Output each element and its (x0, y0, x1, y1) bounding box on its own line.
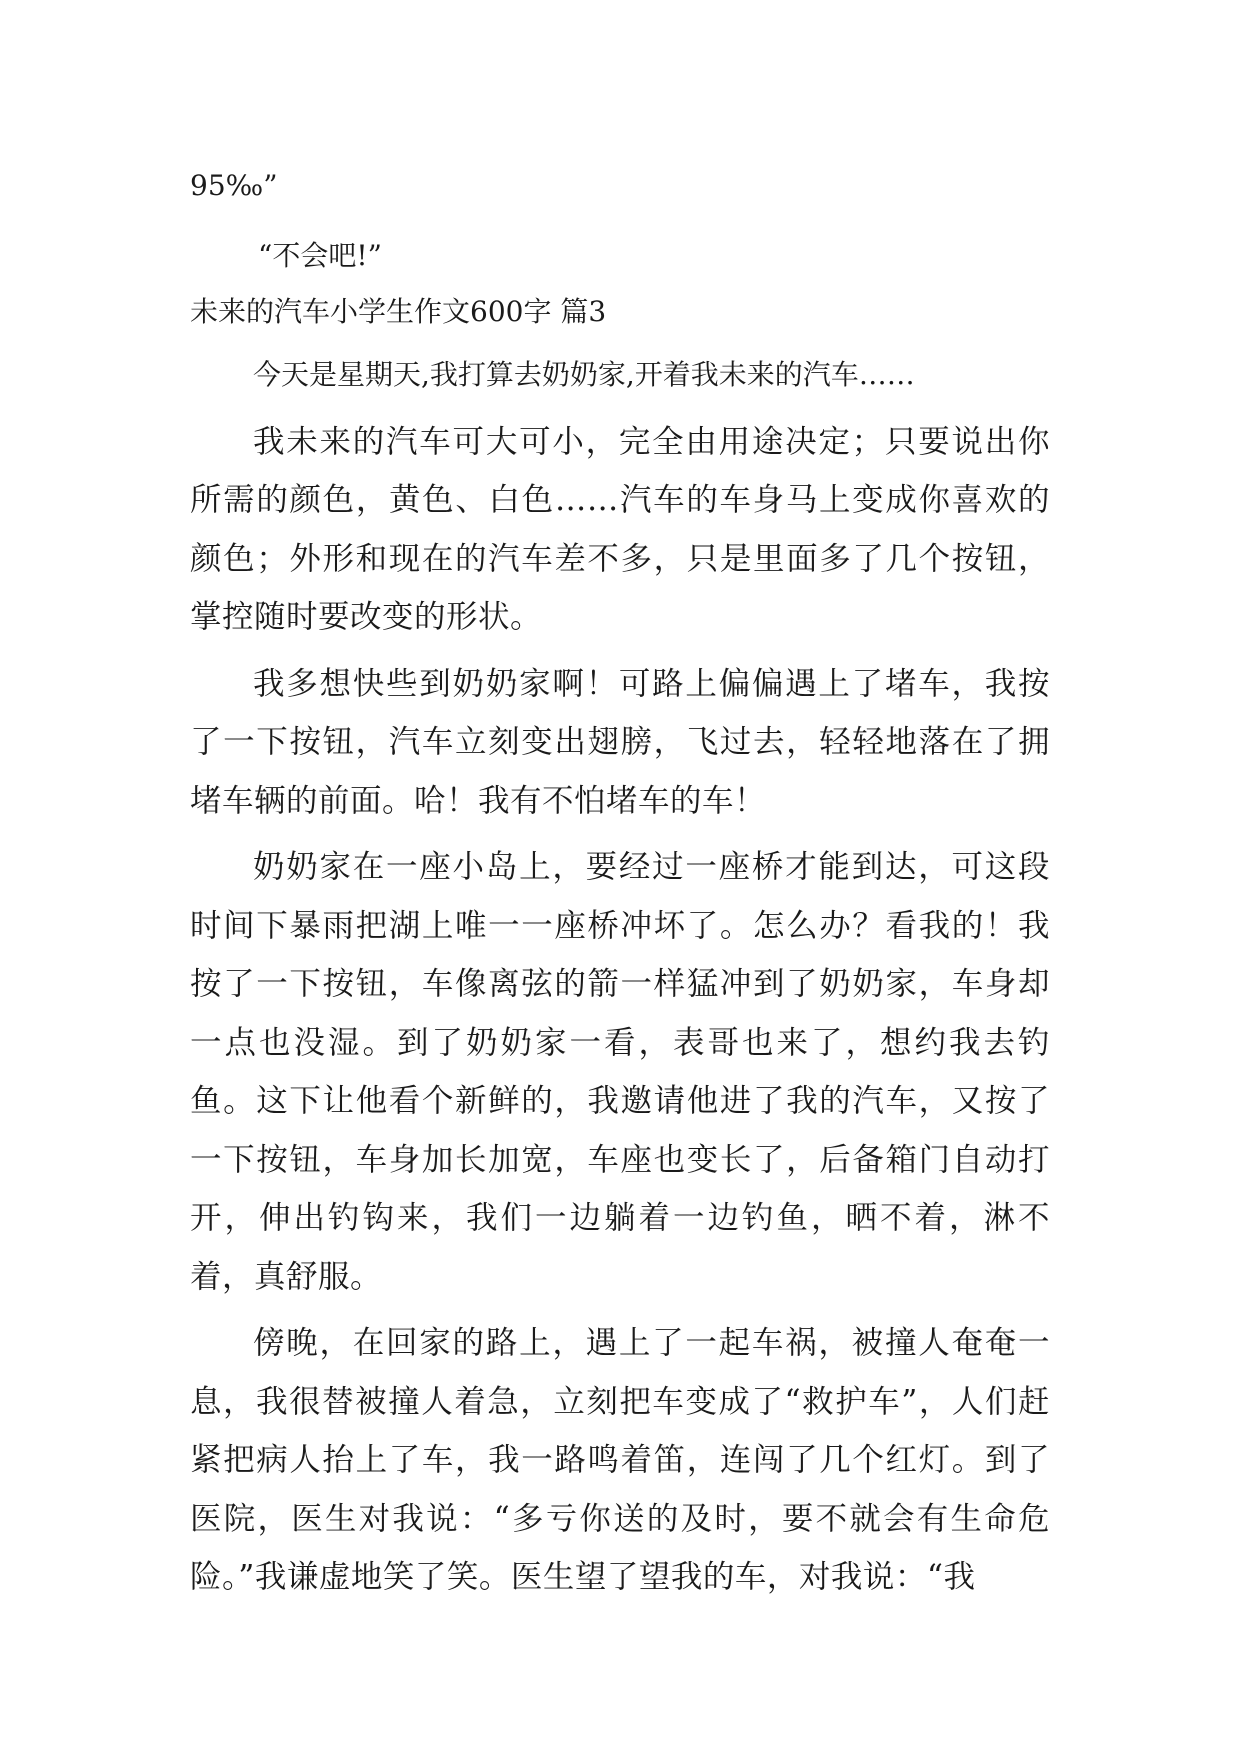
paragraph-3: 我多想快些到奶奶家啊！可路上偏偏遇上了堵车，我按了一下按钮，汽车立刻变出翅膀，飞过去，轻轻地落在了拥堵车辆的前面。哈！我有不怕堵车的车！ (190, 665, 1050, 819)
dialogue-line: “不会吧!” (258, 239, 382, 272)
paragraph-2: 我未来的汽车可大可小，完全由用途决定；只要说出你所需的颜色，黄色、白色……汽车的车身马上变成你喜欢的颜色；外形和现在的汽车差不多，只是里面多了几个按钮，掌控随时要改变的形状。 (190, 423, 1050, 635)
paragraph-4: 奶奶家在一座小岛上，要经过一座桥才能到达，可这段时间下暴雨把湖上唯一一座桥冲坏了。怎么办？看我的！我按了一下按钮，车像离弦的箭一样猛冲到了奶奶家，车身却一点也没湿。到了奶奶家一看，表哥也来了，想约我去钓鱼。这下让他看个新鲜的，我邀请他进了我的汽车，又按了一下按钮，车身加长加宽，车座也变长了，后备箱门自动打开，伸出钓钩来，我们一边躺着一边钓鱼，晒不着，淋不着，真舒服。 (190, 849, 1050, 1295)
continued-line: 95‰” (190, 169, 278, 202)
document-body (190, 162, 1050, 1607)
paragraph-5: 傍晚，在回家的路上，遇上了一起车祸，被撞人奄奄一息，我很替被撞人着急，立刻把车变成了“救护车”，人们赶紧把病人抬上了车，我一路鸣着笛，连闯了几个红灯。到了医院，医生对我说：“多亏你送的及时，要不就会有生命危险。”我谦虚地笑了笑。医生望了望我的车，对我说：“我 (190, 1325, 1050, 1595)
paragraph-1: 今天是星期天,我打算去奶奶家,开着我未来的汽车…… (253, 358, 915, 391)
section-heading: 未来的汽车小学生作文600字 篇3 (190, 295, 607, 328)
